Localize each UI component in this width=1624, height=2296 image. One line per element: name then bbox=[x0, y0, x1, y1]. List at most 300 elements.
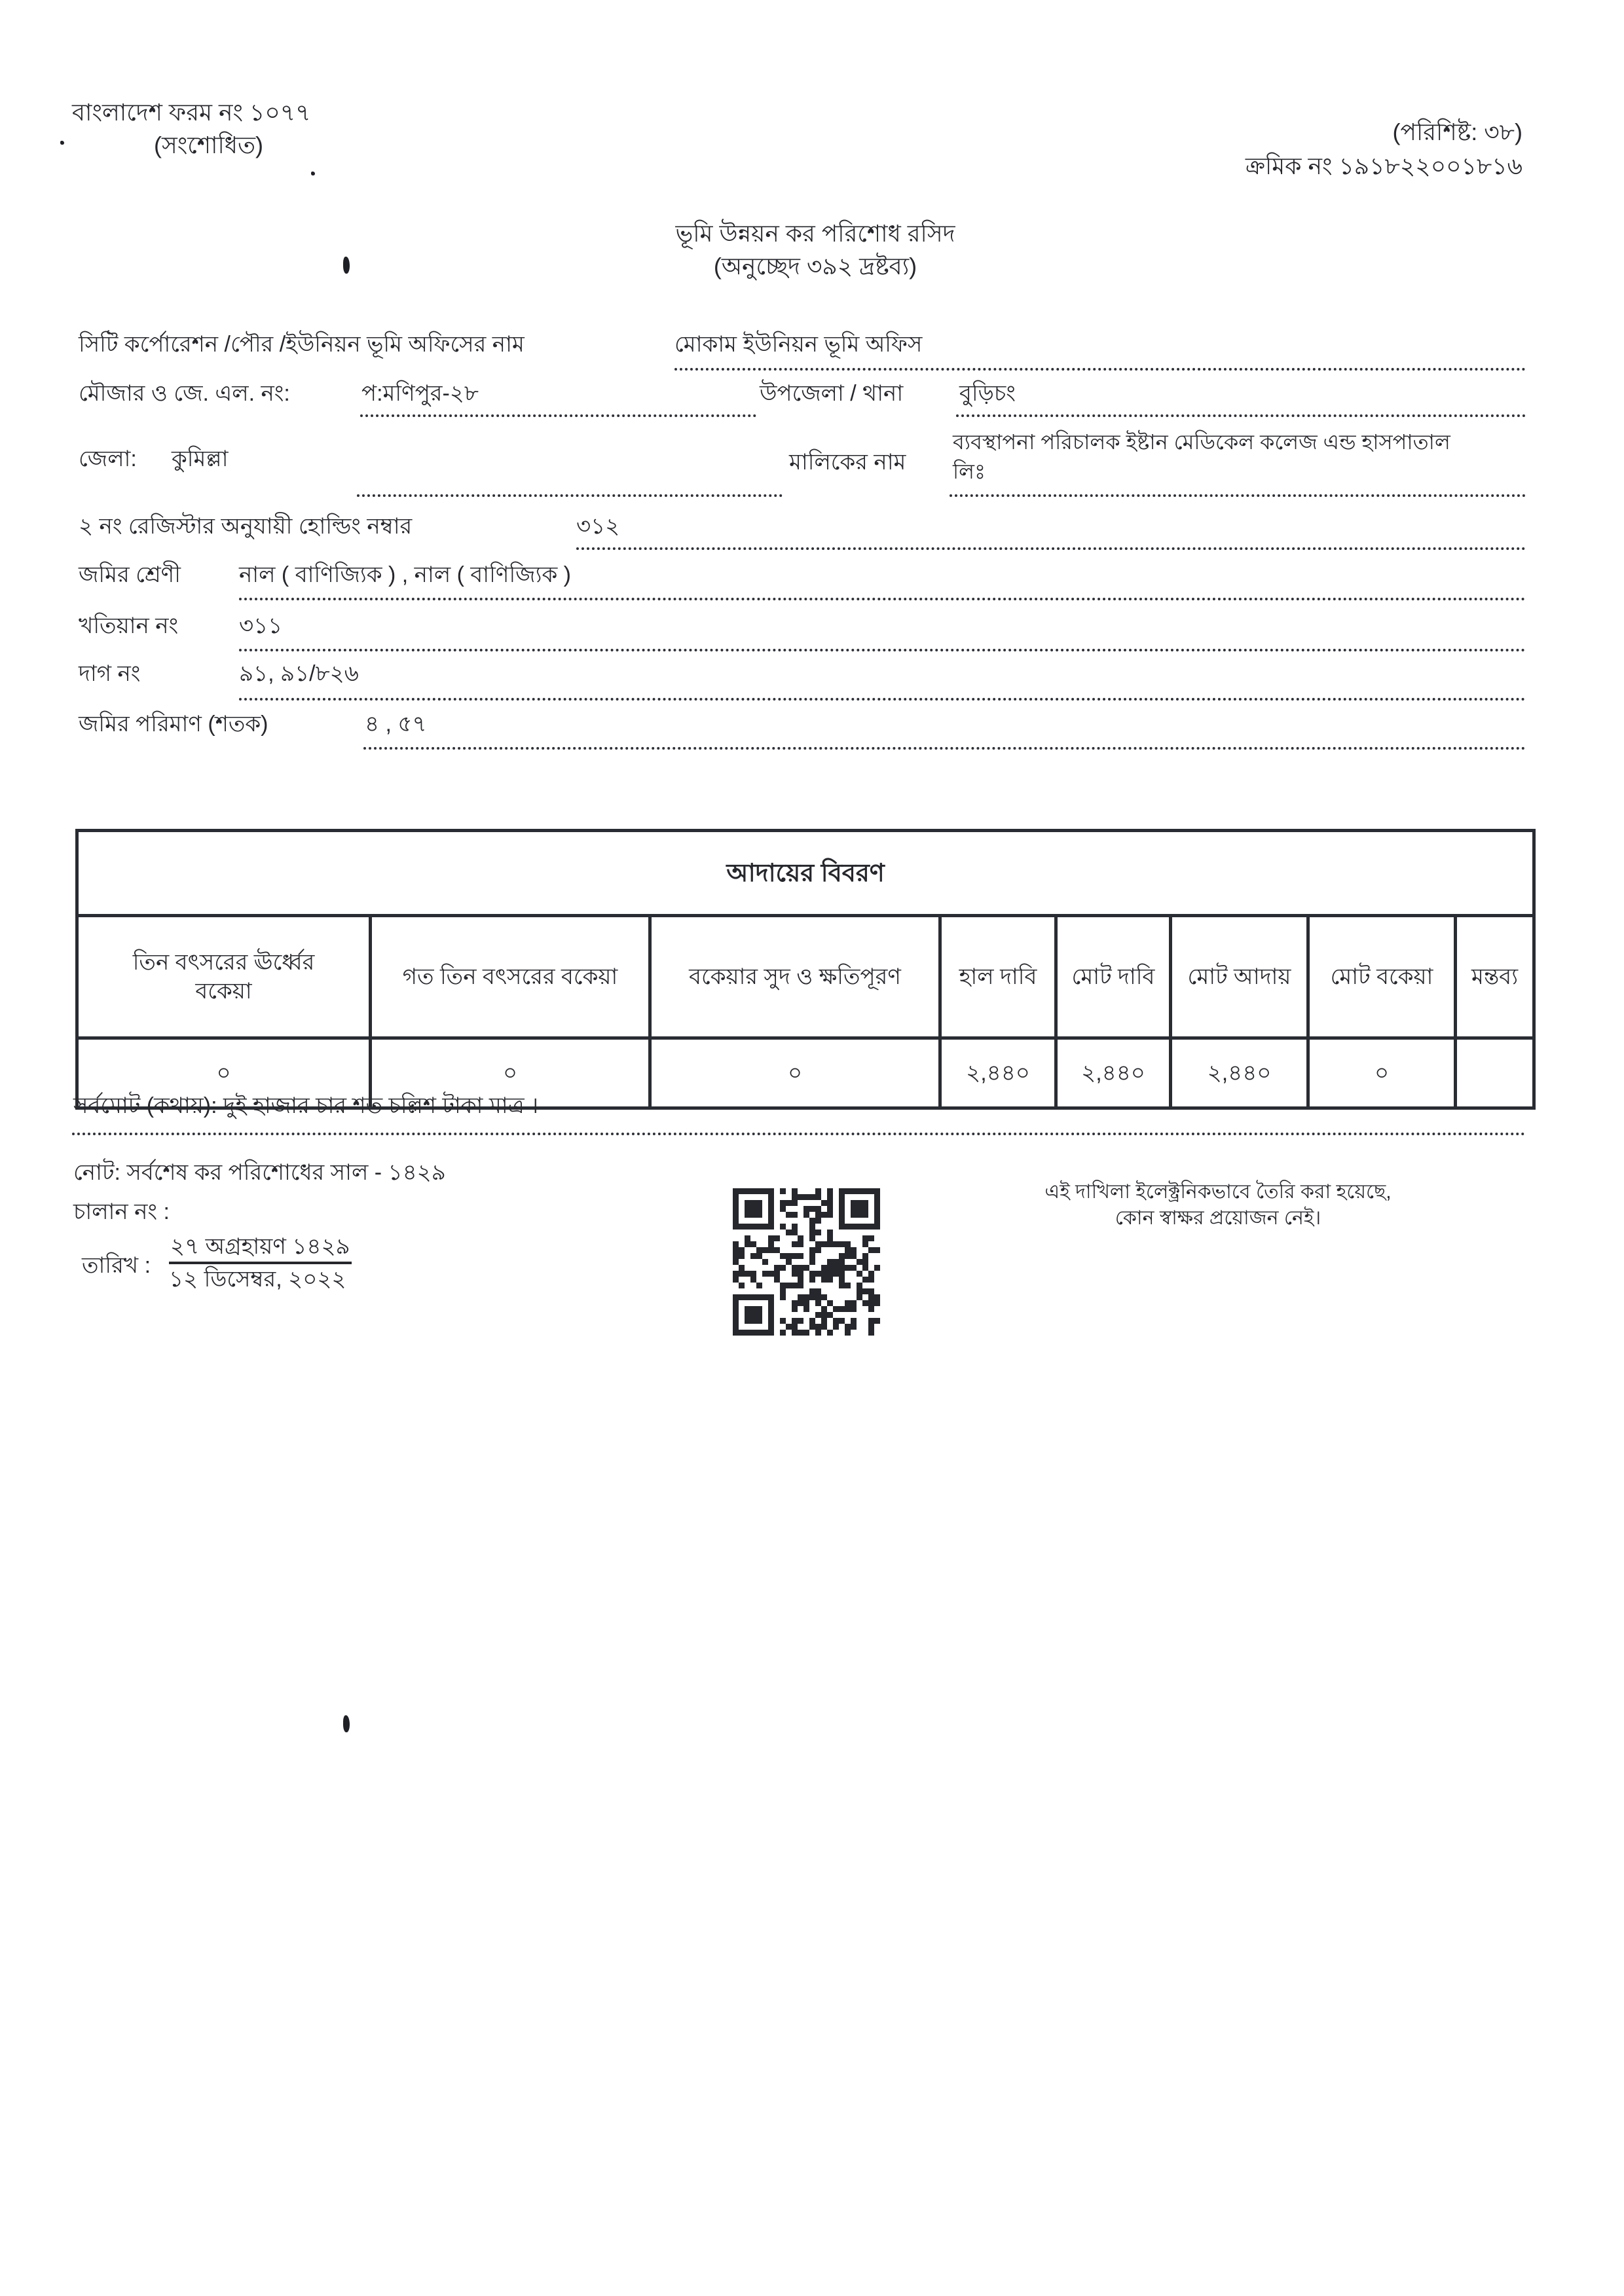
qr-module bbox=[792, 1283, 798, 1288]
owner-value-line2: লিঃ bbox=[953, 460, 986, 483]
qr-module bbox=[851, 1318, 857, 1324]
qr-module bbox=[756, 1312, 762, 1318]
qr-module bbox=[827, 1312, 833, 1318]
qr-module bbox=[733, 1206, 739, 1212]
qr-module bbox=[845, 1324, 851, 1330]
qr-module bbox=[809, 1259, 815, 1265]
qr-module bbox=[733, 1324, 739, 1330]
qr-module bbox=[874, 1206, 880, 1212]
owner-label: মালিকের নাম bbox=[789, 450, 906, 475]
qr-module bbox=[827, 1259, 833, 1265]
qr-module bbox=[862, 1277, 868, 1283]
qr-module bbox=[739, 1253, 745, 1259]
qr-module bbox=[768, 1294, 774, 1300]
qr-module bbox=[756, 1283, 762, 1288]
qr-module bbox=[733, 1306, 739, 1312]
qr-module bbox=[851, 1265, 857, 1271]
qr-module bbox=[768, 1300, 774, 1306]
qr-module bbox=[798, 1283, 803, 1288]
scan-speck bbox=[343, 257, 350, 274]
cell-current-demand: ২,৪৪০ bbox=[940, 1038, 1056, 1108]
qr-module bbox=[774, 1277, 780, 1283]
date-fraction bbox=[169, 1233, 352, 1293]
qr-module bbox=[750, 1271, 756, 1277]
collection-table bbox=[75, 829, 1536, 1110]
qr-module bbox=[815, 1312, 821, 1318]
qr-module bbox=[803, 1306, 809, 1312]
office-underline bbox=[674, 368, 1526, 371]
qr-module bbox=[792, 1265, 798, 1271]
qr-module bbox=[809, 1230, 815, 1235]
qr-module bbox=[792, 1300, 798, 1306]
qr-module bbox=[803, 1300, 809, 1306]
qr-module bbox=[827, 1230, 833, 1235]
qr-module bbox=[756, 1212, 762, 1218]
qr-module bbox=[827, 1300, 833, 1306]
qr-module bbox=[845, 1247, 851, 1253]
qr-module bbox=[839, 1277, 845, 1283]
owner-underline bbox=[950, 494, 1526, 497]
qr-module bbox=[839, 1212, 845, 1218]
qr-module bbox=[786, 1230, 792, 1235]
qr-module bbox=[780, 1224, 786, 1230]
qr-module bbox=[857, 1188, 862, 1194]
qr-module bbox=[756, 1247, 762, 1253]
qr-module bbox=[733, 1247, 739, 1253]
qr-module bbox=[756, 1330, 762, 1336]
qr-module bbox=[768, 1212, 774, 1218]
qr-module bbox=[815, 1194, 821, 1200]
qr-module bbox=[803, 1294, 809, 1300]
scan-speck bbox=[343, 1715, 350, 1732]
qr-module bbox=[827, 1271, 833, 1277]
qr-module bbox=[809, 1247, 815, 1253]
qr-module bbox=[839, 1259, 845, 1265]
qr-module bbox=[780, 1253, 786, 1259]
qr-module bbox=[815, 1212, 821, 1218]
qr-module bbox=[874, 1247, 880, 1253]
qr-module bbox=[845, 1188, 851, 1194]
qr-module bbox=[839, 1283, 845, 1288]
qr-module bbox=[868, 1271, 874, 1277]
qr-module bbox=[857, 1283, 862, 1288]
area-label: জমির পরিমাণ (শতক) bbox=[79, 712, 268, 737]
qr-module bbox=[868, 1300, 874, 1306]
khatian-underline bbox=[239, 649, 1526, 651]
cell-interest-compensation: ০ bbox=[650, 1038, 940, 1108]
qr-module bbox=[745, 1224, 750, 1230]
qr-module bbox=[874, 1212, 880, 1218]
holding-value: ৩১২ bbox=[576, 514, 620, 539]
qr-module bbox=[739, 1188, 745, 1194]
qr-module bbox=[792, 1241, 798, 1247]
qr-module bbox=[768, 1224, 774, 1230]
qr-module bbox=[827, 1188, 833, 1194]
qr-module bbox=[815, 1247, 821, 1253]
qr-module bbox=[827, 1194, 833, 1200]
qr-module bbox=[821, 1306, 827, 1312]
qr-module bbox=[839, 1200, 845, 1206]
qr-module bbox=[768, 1194, 774, 1200]
qr-module bbox=[768, 1318, 774, 1324]
qr-module bbox=[792, 1230, 798, 1235]
qr-module bbox=[792, 1318, 798, 1324]
qr-module bbox=[827, 1212, 833, 1218]
qr-module bbox=[762, 1271, 768, 1277]
qr-module bbox=[768, 1241, 774, 1247]
qr-module bbox=[845, 1330, 851, 1336]
form-number: বাংলাদেশ ফরম নং ১০৭৭ bbox=[72, 99, 311, 126]
qr-module bbox=[827, 1330, 833, 1336]
qr-module bbox=[862, 1300, 868, 1306]
qr-module bbox=[750, 1200, 756, 1206]
qr-module bbox=[798, 1330, 803, 1336]
qr-module bbox=[857, 1200, 862, 1206]
upazila-value: বুড়িচং bbox=[959, 381, 1016, 406]
land-class-underline bbox=[239, 598, 1526, 600]
mouza-label: মৌজার ও জে. এল. নং: bbox=[79, 381, 290, 406]
dag-label: দাগ নং bbox=[79, 661, 141, 686]
qr-module bbox=[774, 1235, 780, 1241]
qr-module bbox=[821, 1277, 827, 1283]
upazila-underline bbox=[956, 414, 1526, 417]
qr-module bbox=[827, 1200, 833, 1206]
qr-module bbox=[786, 1212, 792, 1218]
qr-module bbox=[768, 1235, 774, 1241]
qr-module bbox=[780, 1318, 786, 1324]
qr-module bbox=[745, 1306, 750, 1312]
qr-module bbox=[839, 1253, 845, 1259]
qr-module bbox=[745, 1312, 750, 1318]
qr-module bbox=[750, 1212, 756, 1218]
qr-module bbox=[874, 1265, 880, 1271]
qr-module bbox=[798, 1277, 803, 1283]
qr-module bbox=[756, 1206, 762, 1212]
qr-module bbox=[792, 1271, 798, 1277]
qr-module bbox=[762, 1224, 768, 1230]
qr-module bbox=[862, 1265, 868, 1271]
qr-module bbox=[786, 1283, 792, 1288]
qr-module bbox=[809, 1294, 815, 1300]
qr-module bbox=[750, 1312, 756, 1318]
office-label: সিটি কর্পোরেশন /পৌর /ইউনিয়ন ভূমি অফিসের নাম bbox=[79, 332, 525, 357]
office-value: মোকাম ইউনিয়ন ভূমি অফিস bbox=[674, 332, 923, 357]
qr-module bbox=[845, 1306, 851, 1312]
qr-module bbox=[774, 1271, 780, 1277]
holding-label: ২ নং রেজিস্টার অনুযায়ী হোল্ডিং নম্বার bbox=[79, 514, 413, 539]
qr-module bbox=[768, 1218, 774, 1224]
qr-module bbox=[868, 1294, 874, 1300]
owner-value-line1: ব্যবস্থাপনা পরিচালক ইষ্টান মেডিকেল কলেজ এন্ড হাসপাতাল bbox=[953, 430, 1450, 454]
qr-module bbox=[809, 1318, 815, 1324]
qr-module bbox=[809, 1271, 815, 1277]
dag-underline bbox=[239, 698, 1526, 701]
land-class-value: নাল ( বাণিজ্যিক ) , নাল ( বাণিজ্যিক ) bbox=[239, 562, 572, 587]
qr-module bbox=[821, 1324, 827, 1330]
qr-module bbox=[750, 1253, 756, 1259]
qr-module bbox=[874, 1188, 880, 1194]
qr-module bbox=[739, 1283, 745, 1288]
qr-module bbox=[815, 1271, 821, 1277]
qr-module bbox=[833, 1259, 839, 1265]
qr-module bbox=[839, 1241, 845, 1247]
qr-module bbox=[827, 1235, 833, 1241]
qr-module bbox=[750, 1224, 756, 1230]
qr-module bbox=[868, 1247, 874, 1253]
qr-module bbox=[792, 1224, 798, 1230]
qr-module bbox=[756, 1306, 762, 1312]
qr-module bbox=[845, 1253, 851, 1259]
qr-module bbox=[821, 1200, 827, 1206]
qr-module bbox=[756, 1200, 762, 1206]
qr-module bbox=[809, 1253, 815, 1259]
qr-module bbox=[874, 1294, 880, 1300]
qr-module bbox=[750, 1206, 756, 1212]
qr-module bbox=[739, 1265, 745, 1271]
qr-module bbox=[809, 1218, 815, 1224]
qr-module bbox=[845, 1300, 851, 1306]
qr-module bbox=[798, 1235, 803, 1241]
qr-module bbox=[745, 1294, 750, 1300]
qr-module bbox=[739, 1294, 745, 1300]
qr-module bbox=[821, 1312, 827, 1318]
qr-module bbox=[868, 1188, 874, 1194]
qr-module bbox=[762, 1247, 768, 1253]
qr-module bbox=[851, 1300, 857, 1306]
scan-speck bbox=[60, 141, 64, 145]
qr-module bbox=[780, 1206, 786, 1212]
scan-speck bbox=[311, 172, 315, 175]
qr-module bbox=[733, 1259, 739, 1265]
qr-module bbox=[745, 1318, 750, 1324]
qr-module bbox=[745, 1241, 750, 1247]
cell-remarks bbox=[1456, 1038, 1534, 1108]
qr-module bbox=[809, 1224, 815, 1230]
qr-module bbox=[739, 1271, 745, 1277]
qr-module bbox=[733, 1330, 739, 1336]
qr-module bbox=[774, 1265, 780, 1271]
qr-module bbox=[815, 1218, 821, 1224]
qr-module bbox=[739, 1224, 745, 1230]
qr-module bbox=[756, 1294, 762, 1300]
qr-module bbox=[827, 1265, 833, 1271]
cell-total-demand: ২,৪৪০ bbox=[1056, 1038, 1171, 1108]
mouza-underline bbox=[360, 414, 756, 417]
page-title: ভূমি উন্নয়ন কর পরিশোধ রসিদ bbox=[675, 220, 955, 247]
qr-module bbox=[839, 1306, 845, 1312]
col-header-last-three-years: গত তিন বৎসরের বকেয়া bbox=[371, 916, 650, 1038]
qr-module bbox=[845, 1265, 851, 1271]
qr-module bbox=[862, 1188, 868, 1194]
qr-module bbox=[745, 1212, 750, 1218]
qr-module bbox=[756, 1253, 762, 1259]
table-caption: আদায়ের বিবরণ bbox=[77, 831, 1534, 916]
qr-module bbox=[857, 1259, 862, 1265]
qr-module bbox=[798, 1194, 803, 1200]
qr-module bbox=[745, 1235, 750, 1241]
qr-module bbox=[809, 1194, 815, 1200]
qr-module bbox=[803, 1194, 809, 1200]
qr-module bbox=[750, 1306, 756, 1312]
qr-module bbox=[798, 1265, 803, 1271]
khatian-label: খতিয়ান নং bbox=[79, 613, 179, 638]
district-value: কুমিল্লা bbox=[172, 446, 229, 471]
qr-module bbox=[857, 1294, 862, 1300]
qr-module bbox=[745, 1330, 750, 1336]
qr-code bbox=[732, 1188, 881, 1336]
qr-module bbox=[845, 1241, 851, 1247]
qr-module bbox=[733, 1241, 739, 1247]
note-last-payment-year: নোট: সর্বশেষ কর পরিশোধের সাল - ১৪২৯ bbox=[73, 1160, 446, 1185]
qr-module bbox=[762, 1188, 768, 1194]
qr-module bbox=[821, 1212, 827, 1218]
challan-label: চালান নং : bbox=[73, 1199, 170, 1224]
qr-module bbox=[745, 1188, 750, 1194]
qr-module bbox=[750, 1277, 756, 1283]
qr-module bbox=[839, 1218, 845, 1224]
qr-module bbox=[815, 1230, 821, 1235]
district-label: জেলা: bbox=[79, 446, 137, 471]
qr-module bbox=[809, 1324, 815, 1330]
col-header-current-demand: হাল দাবি bbox=[940, 916, 1056, 1038]
qr-module bbox=[857, 1288, 862, 1294]
qr-module bbox=[798, 1294, 803, 1300]
qr-module bbox=[839, 1265, 845, 1271]
qr-module bbox=[833, 1324, 839, 1330]
qr-module bbox=[798, 1241, 803, 1247]
qr-module bbox=[821, 1318, 827, 1324]
qr-module bbox=[750, 1294, 756, 1300]
qr-module bbox=[780, 1330, 786, 1336]
qr-module bbox=[803, 1330, 809, 1336]
qr-module bbox=[851, 1247, 857, 1253]
qr-module bbox=[780, 1188, 786, 1194]
qr-module bbox=[857, 1206, 862, 1212]
date-label: তারিখ : bbox=[82, 1253, 151, 1278]
qr-module bbox=[874, 1224, 880, 1230]
qr-module bbox=[780, 1283, 786, 1288]
table-header-row bbox=[77, 916, 1534, 1038]
qr-module bbox=[815, 1324, 821, 1330]
qr-module bbox=[874, 1194, 880, 1200]
qr-module bbox=[862, 1224, 868, 1230]
qr-module bbox=[833, 1241, 839, 1247]
appendix-label: (পরিশিষ্ট: ৩৮) bbox=[1392, 118, 1522, 145]
qr-module bbox=[833, 1318, 839, 1324]
qr-module bbox=[733, 1253, 739, 1259]
qr-module bbox=[862, 1200, 868, 1206]
qr-module bbox=[815, 1241, 821, 1247]
qr-module bbox=[862, 1259, 868, 1265]
qr-module bbox=[733, 1188, 739, 1194]
qr-module bbox=[839, 1194, 845, 1200]
qr-module bbox=[851, 1306, 857, 1312]
qr-module bbox=[762, 1259, 768, 1265]
qr-module bbox=[868, 1277, 874, 1283]
qr-module bbox=[792, 1188, 798, 1194]
qr-module bbox=[733, 1312, 739, 1318]
qr-module bbox=[809, 1206, 815, 1212]
qr-module bbox=[786, 1200, 792, 1206]
serial-number: ক্রমিক নং ১৯১৮২২০০১৮১৬ bbox=[1245, 153, 1522, 179]
qr-module bbox=[750, 1188, 756, 1194]
total-in-words: সর্বমোট (কথায়): দুই হাজার চার শত চল্লিশ টাকা মাত্র । bbox=[73, 1093, 539, 1118]
qr-module bbox=[815, 1288, 821, 1294]
qr-module bbox=[792, 1253, 798, 1259]
qr-module bbox=[851, 1200, 857, 1206]
qr-module bbox=[733, 1294, 739, 1300]
qr-module bbox=[833, 1271, 839, 1277]
qr-module bbox=[756, 1224, 762, 1230]
qr-module bbox=[798, 1253, 803, 1259]
qr-module bbox=[780, 1288, 786, 1294]
qr-module bbox=[821, 1265, 827, 1271]
qr-module bbox=[803, 1206, 809, 1212]
area-underline bbox=[363, 747, 1526, 750]
qr-module bbox=[786, 1259, 792, 1265]
qr-module bbox=[768, 1206, 774, 1212]
qr-module bbox=[815, 1206, 821, 1212]
qr-module bbox=[798, 1300, 803, 1306]
qr-module bbox=[815, 1188, 821, 1194]
qr-module bbox=[839, 1188, 845, 1194]
qr-module bbox=[792, 1330, 798, 1336]
qr-module bbox=[851, 1253, 857, 1259]
date-gregorian: ১২ ডিসেম্বর, ২০২২ bbox=[169, 1267, 346, 1292]
qr-module bbox=[792, 1324, 798, 1330]
qr-module bbox=[868, 1306, 874, 1312]
cell-over-three-years: ০ bbox=[77, 1038, 371, 1108]
total-underline bbox=[72, 1133, 1526, 1135]
cell-total-due: ০ bbox=[1308, 1038, 1456, 1108]
qr-module bbox=[857, 1212, 862, 1218]
qr-module bbox=[792, 1200, 798, 1206]
dag-value: ৯১, ৯১/৮২৬ bbox=[239, 661, 359, 686]
area-value: ৪ , ৫৭ bbox=[365, 712, 427, 737]
qr-module bbox=[768, 1247, 774, 1253]
land-class-label: জমির শ্রেণী bbox=[79, 562, 181, 587]
qr-module bbox=[733, 1318, 739, 1324]
qr-module bbox=[768, 1200, 774, 1206]
qr-module bbox=[821, 1241, 827, 1247]
qr-module bbox=[762, 1294, 768, 1300]
qr-module bbox=[798, 1271, 803, 1277]
qr-module bbox=[815, 1330, 821, 1336]
qr-module bbox=[827, 1206, 833, 1212]
qr-module bbox=[862, 1206, 868, 1212]
qr-module bbox=[733, 1224, 739, 1230]
qr-module bbox=[762, 1330, 768, 1336]
qr-module bbox=[733, 1300, 739, 1306]
date-bangla: ২৭ অগ্রহায়ণ ১৪২৯ bbox=[169, 1233, 352, 1264]
qr-module bbox=[750, 1330, 756, 1336]
qr-module bbox=[839, 1224, 845, 1230]
qr-module bbox=[733, 1212, 739, 1218]
qr-module bbox=[862, 1235, 868, 1241]
qr-module bbox=[827, 1241, 833, 1247]
qr-module bbox=[862, 1253, 868, 1259]
col-header-interest-compensation: বকেয়ার সুদ ও ক্ষতিপূরণ bbox=[650, 916, 940, 1038]
qr-module bbox=[868, 1235, 874, 1241]
qr-module bbox=[868, 1318, 874, 1324]
qr-module bbox=[851, 1212, 857, 1218]
qr-module bbox=[733, 1194, 739, 1200]
qr-module bbox=[874, 1200, 880, 1206]
qr-module bbox=[745, 1206, 750, 1212]
qr-module bbox=[833, 1306, 839, 1312]
qr-module bbox=[798, 1318, 803, 1324]
qr-module bbox=[868, 1324, 874, 1330]
